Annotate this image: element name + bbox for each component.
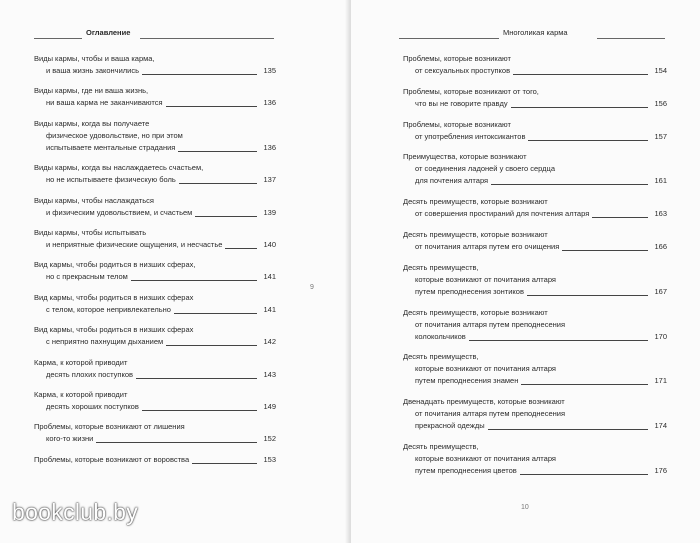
toc-entry-line (403, 465, 667, 477)
leader-rule (179, 183, 257, 184)
toc-entry[interactable] (34, 324, 276, 348)
toc-entry-text: Десять преимуществ, которые возникают (403, 307, 548, 317)
toc-entry-text: с неприятно пахнущим дыханием (46, 337, 164, 347)
toc-entry-line (34, 162, 276, 174)
toc-list-left (34, 53, 276, 474)
leader-rule (469, 340, 648, 341)
toc-entry-line (34, 304, 276, 316)
toc-entry-line (403, 375, 667, 387)
leader-rule (527, 295, 648, 296)
toc-entry[interactable] (34, 389, 276, 413)
toc-entry-line (34, 292, 276, 304)
toc-entry[interactable] (34, 195, 276, 219)
leader-rule (142, 74, 257, 75)
right-page (351, 0, 700, 543)
toc-entry[interactable] (403, 53, 667, 77)
toc-entry[interactable] (34, 421, 276, 445)
toc-entry-text: Виды кармы, чтобы испытывать (34, 227, 147, 237)
leader-rule (195, 216, 257, 217)
toc-page-number: 163 (654, 209, 667, 219)
toc-entry-text: но с прекрасным телом (46, 272, 128, 282)
toc-entry-line (403, 65, 667, 77)
toc-entry[interactable] (403, 441, 667, 477)
toc-entry[interactable] (403, 262, 667, 298)
leader-rule (562, 250, 648, 251)
toc-page-number: 153 (263, 454, 276, 464)
toc-entry[interactable] (403, 307, 667, 343)
toc-entry[interactable] (403, 86, 667, 110)
toc-entry-line (403, 420, 667, 432)
toc-entry[interactable] (34, 118, 276, 154)
toc-entry[interactable] (403, 229, 667, 253)
toc-entry-line (403, 196, 667, 208)
right-header-title: Многоликая карма (503, 28, 568, 37)
toc-entry-line (34, 195, 276, 207)
toc-entry-line (403, 331, 667, 343)
leader-rule (520, 474, 648, 475)
toc-page-number: 142 (263, 337, 276, 347)
toc-page-number: 157 (654, 131, 667, 141)
toc-entry-text: Проблемы, которые возникают от того, (403, 86, 539, 96)
toc-entry-text: и ваша жизнь закончились (46, 66, 140, 75)
left-page (0, 0, 349, 543)
toc-entry-text: Двенадцать преимуществ, которые возникают (403, 397, 565, 407)
toc-entry-text: Карма, к которой приводит (34, 389, 128, 399)
toc-entry-line (403, 163, 667, 175)
toc-page-number: 176 (654, 465, 667, 475)
leader-rule (166, 106, 257, 107)
toc-entry-line (403, 408, 667, 420)
toc-entry-text: Десять преимуществ, которые возникают (403, 229, 548, 239)
toc-entry-text: прекрасной одежды (415, 421, 485, 431)
leader-rule (225, 248, 257, 249)
toc-entry-line (34, 142, 276, 154)
toc-entry-line (403, 208, 667, 220)
toc-entry-text: от почитания алтаря путем преподнесения (415, 409, 566, 419)
toc-entry[interactable] (34, 162, 276, 186)
toc-page-number: 149 (263, 401, 276, 411)
toc-entry-line (34, 118, 276, 130)
toc-page-number: 136 (263, 98, 276, 108)
toc-entry-line (403, 396, 667, 408)
leader-rule (142, 410, 257, 411)
toc-entry[interactable] (34, 292, 276, 316)
toc-entry-line (34, 336, 276, 348)
toc-entry-text: Проблемы, которые возникают (403, 54, 511, 63)
toc-entry-line (403, 98, 667, 110)
leader-rule (488, 429, 648, 430)
toc-entry-text: Проблемы, которые возникают от лишения (34, 422, 185, 432)
toc-entry-text: Преимущества, которые возникают (403, 152, 527, 162)
toc-entry-text: от совершения простираний для почтения алтаря (415, 209, 590, 219)
leader-rule (192, 463, 257, 464)
toc-entry-text: которые возникают от почитания алтаря (415, 274, 556, 284)
toc-entry-text: Вид кармы, чтобы родиться в низших сферах, (34, 260, 196, 270)
toc-entry-line (34, 130, 276, 142)
toc-entry-line (403, 363, 667, 375)
toc-entry[interactable] (34, 454, 276, 466)
toc-page-number: 143 (263, 369, 276, 379)
toc-entry-text: испытываете ментальные страдания (46, 142, 176, 152)
toc-entry-line (403, 119, 667, 131)
toc-entry-text: путем преподнесения зонтиков (415, 286, 524, 296)
toc-entry[interactable] (34, 259, 276, 283)
toc-entry-line (403, 274, 667, 286)
toc-entry-line (34, 454, 276, 466)
toc-entry-line (403, 86, 667, 98)
toc-page-number: 167 (654, 286, 667, 296)
toc-entry-text: десять плохих поступков (46, 369, 134, 379)
toc-entry-text: Виды кармы, где ни ваша жизнь, (34, 86, 149, 96)
toc-page-number: 170 (654, 331, 667, 341)
left-header-title: Оглавление (86, 28, 131, 37)
toc-entry-line (34, 433, 276, 445)
toc-entry-text: Виды кармы, чтобы наслаждаться (34, 195, 154, 205)
toc-entry-text: Виды кармы, когда вы наслаждаетесь счастьем, (34, 163, 204, 173)
toc-entry-line (403, 151, 667, 163)
toc-entry-text: ни ваша карма не заканчиваются (46, 98, 163, 108)
toc-entry-text: которые возникают от почитания алтаря (415, 453, 556, 463)
toc-entry[interactable] (403, 119, 667, 143)
toc-entry[interactable] (403, 351, 667, 387)
toc-list-right (403, 53, 667, 486)
toc-entry-line (34, 324, 276, 336)
toc-entry-line (403, 241, 667, 253)
toc-page-number: 141 (263, 272, 276, 282)
toc-entry-text: колокольчиков (415, 331, 466, 341)
leader-rule (131, 280, 257, 281)
toc-entry-line (403, 229, 667, 241)
toc-page-number: 161 (654, 176, 667, 186)
left-running-header (34, 17, 274, 39)
toc-entry-line (34, 174, 276, 186)
toc-entry-text: Виды кармы, чтобы и ваша карма, (34, 54, 155, 63)
toc-page-number: 141 (263, 304, 276, 314)
toc-entry-text: и физическим удовольствием, и счастьем (46, 207, 193, 217)
toc-entry-text: путем преподнесения цветов (415, 465, 517, 475)
toc-page-number: 171 (654, 376, 667, 386)
toc-page-number: 135 (263, 66, 276, 75)
toc-page-number: 136 (263, 142, 276, 152)
toc-entry-text: Вид кармы, чтобы родиться в низших сферах (34, 325, 194, 335)
toc-entry-line (34, 53, 276, 65)
toc-entry[interactable] (403, 151, 667, 187)
leader-rule (521, 384, 648, 385)
toc-entry-text: десять хороших поступков (46, 401, 139, 411)
toc-entry-line (403, 307, 667, 319)
toc-entry[interactable] (403, 396, 667, 432)
toc-entry-line (34, 271, 276, 283)
toc-page-number: 154 (654, 66, 667, 75)
header-rule (399, 38, 499, 39)
leader-rule (136, 378, 257, 379)
left-page-number: 9 (310, 284, 314, 291)
toc-page-number: 152 (263, 434, 276, 444)
toc-entry-line (403, 53, 667, 65)
toc-page-number: 174 (654, 421, 667, 431)
toc-entry-line (403, 175, 667, 187)
toc-entry-line (403, 319, 667, 331)
toc-entry-text: путем преподнесения знамен (415, 376, 519, 386)
toc-entry-text: Виды кармы, когда вы получаете (34, 118, 150, 128)
toc-entry-text: Проблемы, которые возникают (403, 119, 511, 129)
leader-rule (174, 313, 257, 314)
leader-rule (513, 74, 648, 75)
leader-rule (528, 140, 648, 141)
toc-entry-line (34, 65, 276, 77)
toc-entry-line (34, 207, 276, 219)
toc-entry-text: которые возникают от почитания алтаря (415, 364, 556, 374)
toc-entry-line (34, 97, 276, 109)
toc-entry-line (403, 441, 667, 453)
toc-page-number: 166 (654, 241, 667, 251)
toc-entry-line (34, 421, 276, 433)
leader-rule (178, 151, 257, 152)
toc-entry[interactable] (34, 357, 276, 381)
toc-entry-line (34, 227, 276, 239)
toc-page-number: 139 (263, 207, 276, 217)
toc-entry-text: Вид кармы, чтобы родиться в низших сферах (34, 292, 194, 302)
toc-entry-text: Десять преимуществ, (403, 262, 479, 272)
toc-entry-line (34, 389, 276, 401)
leader-rule (592, 217, 648, 218)
toc-entry-text: Десять преимуществ, (403, 441, 479, 451)
toc-entry-text: что вы не говорите правду (415, 98, 508, 108)
toc-entry-text: но не испытываете физическую боль (46, 175, 176, 185)
toc-page-number: 156 (654, 98, 667, 108)
toc-entry[interactable] (34, 85, 276, 109)
right-running-header (399, 17, 665, 39)
toc-entry-line (34, 239, 276, 251)
toc-entry-line (34, 369, 276, 381)
toc-entry-line (34, 357, 276, 369)
leader-rule (166, 345, 257, 346)
toc-entry-text: Десять преимуществ, которые возникают (403, 197, 548, 207)
toc-entry-line (403, 131, 667, 143)
header-rule (597, 38, 665, 39)
toc-entry-line (403, 351, 667, 363)
toc-entry-line (34, 85, 276, 97)
toc-entry-text: Десять преимуществ, (403, 352, 479, 362)
toc-entry-text: от почитания алтаря путем его очищения (415, 241, 560, 251)
toc-entry-text: от почитания алтаря путем преподнесения (415, 319, 566, 329)
header-rule (34, 38, 82, 39)
toc-page-number: 137 (263, 175, 276, 185)
leader-rule (491, 184, 648, 185)
toc-entry-text: физическое удовольствие, но при этом (46, 130, 183, 140)
toc-entry-text: для почтения алтаря (415, 176, 489, 186)
toc-entry-text: Проблемы, которые возникают от воровства (34, 454, 190, 464)
toc-entry-text: и неприятные физические ощущения, и несчастье (46, 239, 223, 249)
toc-entry-text: от сексуальных проступков (415, 66, 511, 75)
toc-entry-line (34, 259, 276, 271)
leader-rule (511, 107, 648, 108)
leader-rule (96, 442, 257, 443)
toc-entry[interactable] (403, 196, 667, 220)
toc-entry-text: Карма, к которой приводит (34, 357, 128, 367)
toc-entry-line (34, 401, 276, 413)
toc-entry[interactable] (34, 227, 276, 251)
toc-entry-text: кого-то жизни (46, 434, 94, 444)
toc-page-number: 140 (263, 239, 276, 249)
toc-entry[interactable] (34, 53, 276, 77)
toc-entry-text: от употребления интоксикантов (415, 131, 526, 141)
toc-entry-line (403, 453, 667, 465)
toc-entry-text: с телом, которое непривлекательно (46, 304, 171, 314)
right-page-number: 10 (521, 504, 529, 511)
header-rule (140, 38, 274, 39)
toc-entry-line (403, 262, 667, 274)
watermark-logo: bookclub.by (12, 499, 139, 525)
toc-entry-line (403, 286, 667, 298)
toc-entry-text: от соединения ладоней у своего сердца (415, 164, 555, 174)
